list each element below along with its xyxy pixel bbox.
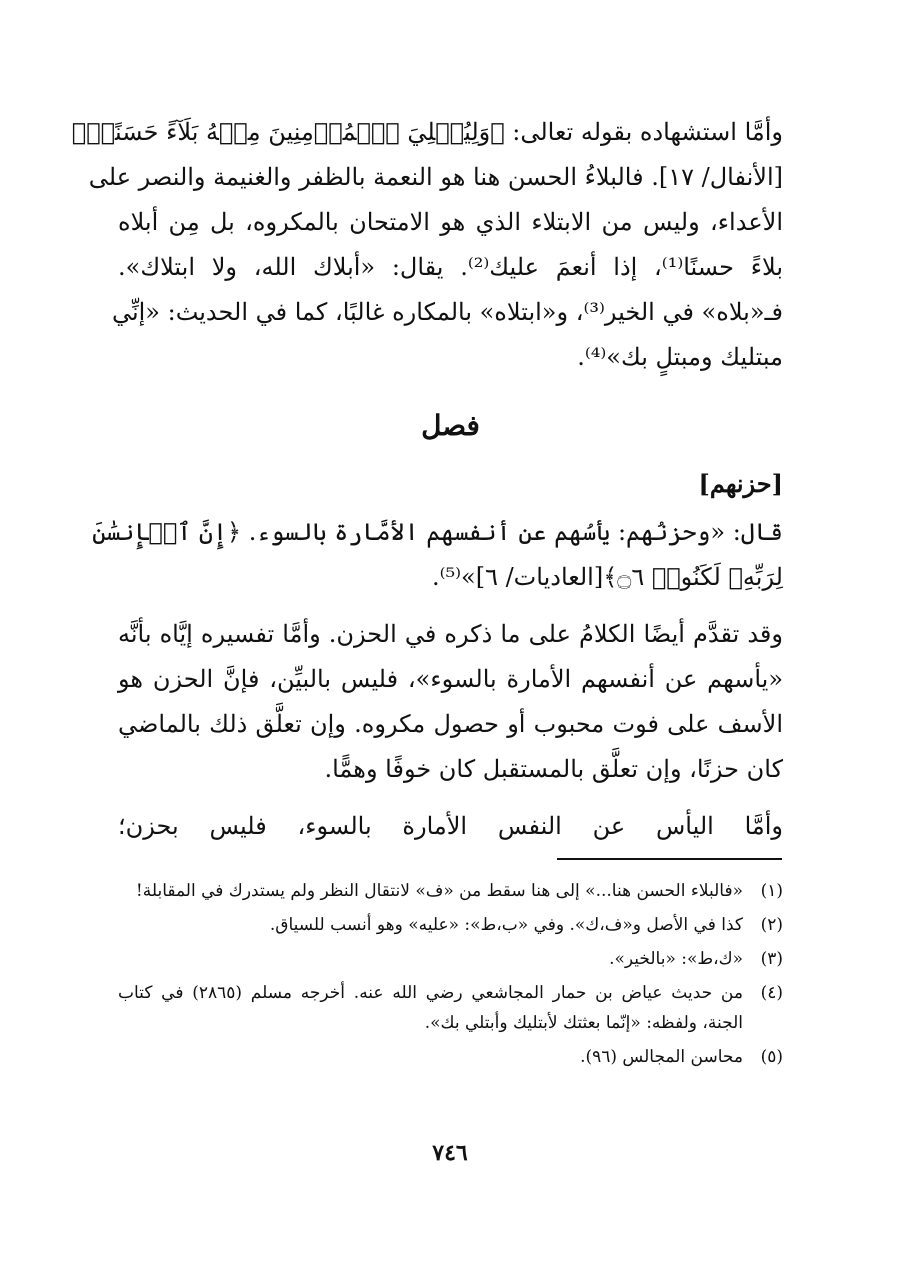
paragraph-2	[92, 510, 783, 600]
footnote	[118, 1042, 783, 1072]
text-line: [الأنفال/ ١٧]. فالبلاءُ الحسن هنا هو النعمة بالظفر والغنيمة والنصر على	[88, 163, 783, 191]
footnote-text: من حديث عياض بن حمار المجاشعي رضي الله عنه. أخرجه مسلم (٢٨٦٥) في كتاب الجنة، ولفظه: «إنّما بعثتك لأبتليك وأبتلي بك».	[118, 983, 743, 1033]
text-line: فـ«بلاه» في الخير⁽³⁾، و«ابتلاه» بالمكاره غالبًا، كما في الحديث: «إنِّي	[111, 298, 783, 326]
page-number: ٧٤٦	[432, 1140, 468, 1166]
text-line: كان حزنًا، وإن تعلَّق بالمستقبل كان خوفًا وهمًّا.	[324, 755, 783, 783]
section-heading: فصل	[421, 409, 480, 442]
text-line: وأمَّا اليأس عن النفس الأمارة بالسوء، فليس بحزن؛	[118, 812, 783, 840]
footnote-divider	[557, 858, 782, 860]
paragraph-1	[71, 110, 784, 380]
main-text	[71, 110, 784, 849]
text-line: قال: «وحزنُهم: يأسُهم عن أنفسهم الأمَّارة بالسوء. ﴿إِنَّ ٱلۡإِنسَٰنَ	[92, 518, 783, 546]
footnote-text: «فالبلاء الحسن هنا...» إلى هنا سقط من «ف» لانتقال النظر ولم يستدرك في المقابلة!	[135, 881, 743, 901]
footnote	[118, 910, 783, 940]
footnote-number: (١)	[760, 881, 783, 901]
footnote	[118, 978, 783, 1038]
text-line: بلاءً حسنًا⁽¹⁾، إذا أنعمَ عليك⁽²⁾. يقال: «أبلاك الله، ولا ابتلاك».	[118, 253, 784, 281]
section-subheading: [حزنهم]	[698, 469, 783, 498]
footnote-number: (٥)	[760, 1047, 783, 1067]
footnote	[118, 876, 783, 906]
text-line: الأعداء، وليس من الابتلاء الذي هو الامتحان بالمكروه، بل مِن أبلاه	[118, 208, 783, 236]
text-line: مبتليك ومبتلٍ بك»⁽⁴⁾.	[577, 343, 783, 371]
footnote-number: (٣)	[760, 949, 783, 969]
text-line: لِرَبِّهِۦ لَكَنُودٞ ۝٦﴾[العاديات/ ٦]»⁽⁵⁾.	[431, 563, 783, 591]
text-line: وقد تقدَّم أيضًا الكلامُ على ما ذكره في الحزن. وأمَّا تفسيره إيَّاه بأنَّه	[118, 620, 783, 648]
footnote	[118, 944, 783, 974]
text-line: الأسف على فوت محبوب أو حصول مكروه. وإن تعلَّق ذلك بالماضي	[118, 710, 783, 738]
paragraph-4	[118, 804, 783, 849]
text-line: وأمَّا استشهاده بقوله تعالى: ﴿وَلِيُبۡلِيَ ٱلۡمُؤۡمِنِينَ مِنۡهُ بَلَآءً حَسَنًاۚ﴾	[71, 118, 783, 146]
text-line: «يأسهم عن أنفسهم الأمارة بالسوء»، فليس بالبيِّن، فإنَّ الحزن هو	[118, 665, 783, 693]
footnote-number: (٢)	[760, 915, 783, 935]
footnote-text: «ك،ط»: «بالخير».	[609, 949, 743, 969]
footnote-number: (٤)	[760, 983, 783, 1003]
footnotes	[118, 876, 783, 1076]
footnote-text: محاسن المجالس (٩٦).	[580, 1047, 743, 1067]
footnote-text: كذا في الأصل و«ف،ك». وفي «ب،ط»: «عليه» وهو أنسب للسياق.	[269, 915, 743, 935]
paragraph-3	[118, 612, 783, 792]
